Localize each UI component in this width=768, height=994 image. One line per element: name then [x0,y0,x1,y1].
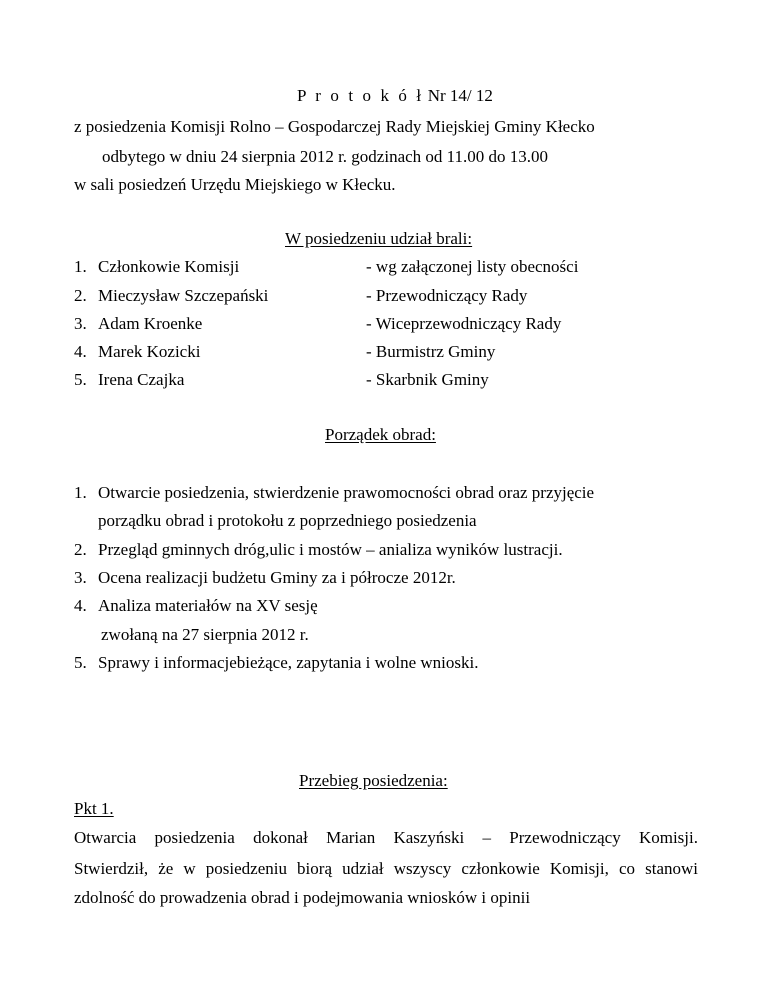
attendance-num: 4. [74,342,87,361]
agenda-item-num: 4. [74,596,87,615]
protocol-title [297,86,493,106]
agenda-item-text: Przegląd gminnych dróg,ulic i mostów – anializa wyników lustracji. [98,540,563,559]
attendance-name: Irena Czajka [98,370,185,389]
header-line-3: w sali posiedzeń Urzędu Miejskiego w Kłecku. [74,175,396,194]
attendance-name: Marek Kozicki [98,342,201,361]
agenda-heading: Porządek obrad: [325,425,436,444]
attendance-num: 2. [74,286,87,305]
agenda-item-continuation: zwołaną na 27 sierpnia 2012 r. [101,625,309,644]
proceedings-heading: Przebieg posiedzenia: [299,771,448,790]
agenda-item-num: 2. [74,540,87,559]
agenda-item-text: Ocena realizacji budżetu Gminy za i półrocze 2012r. [98,568,456,587]
header-line-2: odbytego w dniu 24 sierpnia 2012 r. godzinach od 11.00 do 13.00 [102,147,549,166]
agenda-item-text: Otwarcie posiedzenia, stwierdzenie prawomocności obrad oraz przyjęcie [98,483,595,502]
protocol-number: Nr 14/ 12 [427,86,493,105]
agenda-item-num: 5. [74,653,87,672]
pkt-label: Pkt 1. [74,799,114,818]
agenda-item-text: Analiza materiałów na XV sesję [98,596,318,615]
attendance-name: Członkowie Komisji [98,257,240,276]
attendance-num: 3. [74,314,87,333]
attendance-name: Mieczysław Szczepański [98,286,269,305]
proceedings-paragraph-line: Otwarcia posiedzenia dokonał Marian Kaszyński – Przewodniczący Komisji. [74,828,698,847]
agenda-item-continuation: porządku obrad i protokołu z poprzedniego posiedzenia [98,511,477,530]
proceedings-paragraph-line: zdolność do prowadzenia obrad i podejmowania wniosków i opinii [74,888,531,907]
agenda-item-num: 3. [74,568,87,587]
protocol-title-word: P r o t o k ó ł [297,86,424,105]
attendance-role: - Skarbnik Gminy [366,370,489,389]
agenda-item-text: Sprawy i informacjebieżące, zapytania i wolne wnioski. [98,653,479,672]
header-line-1: z posiedzenia Komisji Rolno – Gospodarczej Rady Miejskiej Gminy Kłecko [74,117,595,136]
attendance-num: 1. [74,257,87,276]
attendance-role: - wg załączonej listy obecności [366,257,579,276]
attendance-role: - Wiceprzewodniczący Rady [366,314,562,333]
attendance-heading: W posiedzeniu udział brali: [285,229,473,248]
attendance-name: Adam Kroenke [98,314,203,333]
attendance-num: 5. [74,370,87,389]
attendance-role: - Burmistrz Gminy [366,342,496,361]
proceedings-paragraph-line: Stwierdził, że w posiedzeniu biorą udział wszyscy członkowie Komisji, co stanowi [74,859,698,878]
attendance-role: - Przewodniczący Rady [366,286,528,305]
agenda-item-num: 1. [74,483,87,502]
